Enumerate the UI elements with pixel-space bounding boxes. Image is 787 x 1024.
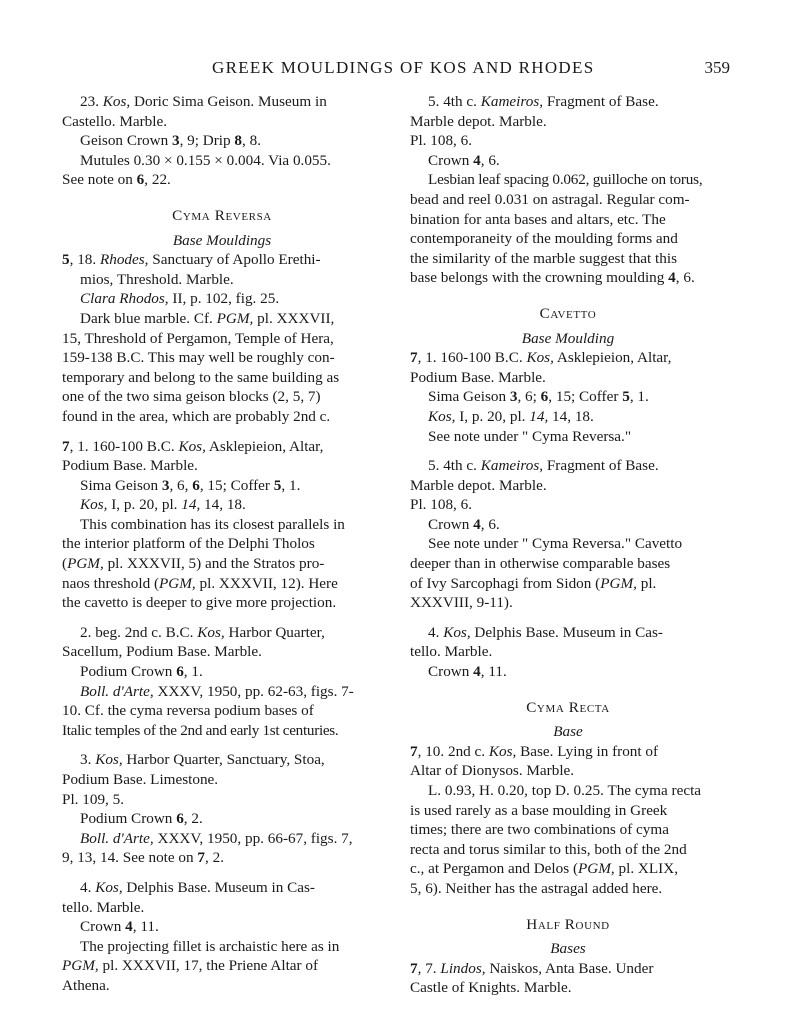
text-line: Rhodes, — [99, 251, 149, 269]
text-line: 7 — [410, 349, 418, 367]
text-line: 15, Threshold of Pergamon, Temple of Hera, — [62, 329, 334, 347]
text-line: of Ivy Sarcophagi from Sidon ( — [410, 574, 601, 592]
text-line: Kos, — [526, 349, 554, 367]
text-line: XXXVIII, 9-11). — [410, 594, 513, 612]
text-line: 3 — [509, 388, 518, 406]
entry-6-23 — [62, 92, 382, 190]
text-line: 5. 4th c. — [428, 457, 477, 475]
text-line: 6 — [176, 663, 184, 681]
text-line: , 6. — [480, 515, 500, 533]
text-line: 6 — [176, 810, 184, 828]
text-line: 7 — [197, 849, 205, 867]
text-line: See note on — [62, 171, 133, 189]
text-line: 8 — [234, 132, 242, 150]
text-line: See note under " Cyma Reversa." Cavetto — [428, 535, 683, 553]
text-line: , 15; Coffer — [199, 476, 270, 494]
text-line: 14, — [529, 407, 549, 425]
text-line: , 6, — [169, 476, 189, 494]
section-heading: Cyma Reversa — [172, 206, 272, 224]
text-line: 7 — [410, 959, 418, 977]
text-line: 4. — [80, 878, 92, 896]
text-line: temporary and belong to the same building as — [62, 368, 340, 386]
text-line: one of the two sima geison blocks (2, 5, 7) — [62, 388, 321, 406]
text-line: 4 — [473, 151, 481, 169]
text-line: bead and reel 0.031 on astragal. Regular com- — [410, 190, 690, 208]
text-line: , 22. — [144, 171, 171, 189]
subsection-heading — [410, 329, 726, 349]
text-line: 7 — [410, 742, 418, 760]
text-line: 6 — [540, 388, 549, 406]
text-line: Pl. 109, 5. — [62, 790, 125, 808]
text-line: 6 — [192, 476, 200, 494]
text-line: Athena. — [62, 976, 110, 994]
entry-cyma-recta-7-10 — [410, 742, 726, 899]
text-line: This combination has its closest parallels in — [80, 515, 345, 533]
entry-cavetto-5 — [410, 456, 726, 613]
text-line: 5. 4th c. — [428, 93, 477, 110]
text-line: Podium Base. Marble. — [410, 368, 546, 386]
text-line: naos threshold ( — [62, 574, 160, 592]
entry-5-cyma-reversa — [410, 92, 726, 288]
text-line: the cavetto is deeper to give more projection. — [62, 594, 337, 612]
text-line: Boll. d'Arte, — [80, 682, 154, 700]
text-line: PGM, — [600, 574, 637, 592]
text-line: Fragment of Base. — [546, 457, 659, 475]
text-line: Dark blue marble. Cf. — [80, 309, 213, 327]
text-line: Kos, — [80, 496, 108, 514]
text-line: Base — [553, 723, 583, 741]
text-line: Mutules 0.30 × 0.155 × 0.004. Via 0.055. — [80, 151, 331, 169]
text-line: Altar of Dionysos. Marble. — [410, 762, 575, 780]
page-number: 359 — [704, 58, 730, 77]
text-line: The projecting fillet is archaistic here as in — [80, 937, 340, 955]
text-line: Pl. 108, 6. — [410, 496, 473, 514]
entry-7-1 — [62, 437, 382, 613]
text-line: pl. XLIX, — [618, 860, 678, 878]
entry-3 — [62, 750, 382, 868]
text-line: Marble depot. Marble. — [410, 476, 547, 494]
text-line: PGM, — [578, 860, 615, 878]
text-line: , 1. — [183, 663, 203, 681]
entry-5-18 — [62, 250, 382, 426]
subsection-heading — [410, 939, 726, 959]
text-line: PGM, — [216, 309, 254, 327]
text-line: Crown — [80, 918, 122, 936]
text-line: , 6; — [517, 388, 537, 406]
text-line: PGM, — [67, 555, 104, 573]
running-title: GREEK MOULDINGS OF KOS AND RHODES — [212, 58, 595, 77]
text-line: , 1. 160-100 B.C. — [69, 437, 175, 455]
text-line: Crown — [428, 515, 470, 533]
text-line: II, p. 102, fig. 25. — [172, 290, 280, 308]
subsection-heading — [62, 231, 382, 251]
text-line: Castle of Knights. Marble. — [410, 979, 572, 997]
text-line: 5, 6). Neither has the astragal added here. — [410, 879, 663, 897]
text-line: Base. Lying in front of — [520, 742, 659, 760]
text-line: Italic temples of the 2nd and early 1st centuries. — [62, 721, 339, 739]
text-line: Delphis Base. Museum in Cas- — [126, 878, 315, 896]
text-line: Base Moulding — [521, 329, 615, 347]
text-line: 2. beg. 2nd c. B.C. — [80, 623, 194, 641]
text-line: Lindos, — [440, 959, 486, 977]
text-line: , 11. — [480, 663, 507, 681]
text-line: XXXV, 1950, pp. 66-67, figs. 7, — [157, 829, 353, 847]
text-line: Kos, — [95, 878, 123, 896]
text-line: , 1. 160-100 B.C. — [417, 349, 523, 367]
text-line: Podium Base. Marble. — [62, 457, 198, 475]
text-line: , 10. 2nd c. — [417, 742, 486, 760]
text-line: 7 — [62, 437, 70, 455]
text-line: , 15; Coffer — [548, 388, 619, 406]
text-line: Kos, — [102, 93, 131, 110]
text-line: tello. Marble. — [410, 643, 493, 661]
text-line: the interior platform of the Delphi Tholos — [62, 535, 315, 553]
text-line: Asklepieion, Altar, — [556, 349, 672, 367]
text-line: 5 — [62, 251, 70, 269]
text-line: , 6. — [675, 269, 695, 287]
text-line: Bases — [550, 940, 586, 958]
text-line: times; there are two combinations of cyma — [410, 821, 669, 839]
text-line: Sima Geison — [428, 388, 507, 406]
text-line: recta and torus similar to this, both of the 2nd — [410, 840, 687, 858]
text-line: L. 0.93, H. 0.20, top D. 0.25. The cyma recta — [428, 782, 702, 799]
text-line: pl. XXXVII, 17, the Priene Altar of — [102, 957, 319, 975]
section-heading: Cavetto — [539, 304, 597, 322]
text-line: , 2. — [183, 810, 203, 828]
subsection-heading — [410, 722, 726, 742]
entry-2 — [62, 623, 382, 741]
text-line: 5 — [273, 476, 282, 494]
text-line: deeper than in otherwise comparable bases — [410, 555, 671, 573]
text-line: pl. XXXVII, 5) and the Stratos pro- — [107, 555, 325, 573]
text-line: the similarity of the marble suggest that this — [410, 249, 677, 267]
entry-cavetto-4 — [410, 623, 726, 682]
text-line: 4 — [125, 918, 133, 936]
text-line: , 1. — [281, 476, 301, 494]
text-line: PGM, — [62, 957, 99, 975]
text-line: Asklepieion, Altar, — [208, 437, 324, 455]
entry-cavetto-7-1 — [410, 348, 726, 446]
text-line: 4 — [473, 663, 481, 681]
section-heading: Cyma Recta — [526, 698, 610, 716]
text-line: , 7. — [417, 959, 437, 977]
text-line: Kos, — [488, 742, 517, 760]
text-line: Boll. d'Arte, — [80, 829, 154, 847]
text-line: , 8. — [242, 132, 261, 150]
text-line: tello. Marble. — [62, 898, 145, 916]
entry-half-round-7-7 — [410, 959, 726, 998]
text-line: 4 — [473, 515, 481, 533]
text-line: is used rarely as a base moulding in Greek — [410, 801, 668, 819]
text-line: Crown — [428, 663, 470, 681]
text-line: Geison Crown — [80, 132, 169, 150]
text-line: Lesbian leaf spacing 0.062, guilloche on torus, — [428, 171, 703, 189]
text-line: 4 — [668, 269, 676, 287]
text-line: Crown — [428, 151, 470, 169]
text-line: , 2. — [205, 849, 224, 867]
text-line: Clara Rhodos, — [80, 290, 169, 308]
text-line: 3. — [80, 751, 92, 769]
text-line: Naiskos, Anta Base. Under — [489, 959, 654, 977]
text-line: Sacellum, Podium Base. Marble. — [62, 643, 262, 661]
text-line: Kameiros, — [480, 457, 544, 475]
text-line: Kos, — [95, 751, 123, 769]
text-line: Doric Sima Geison. Museum in — [134, 93, 327, 110]
text-line: , 1. — [629, 388, 649, 406]
text-line: c., at Pergamon and Delos ( — [410, 860, 579, 878]
text-line: Sanctuary of Apollo Erethi- — [152, 251, 321, 269]
text-line: , 9; Drip — [179, 132, 231, 150]
text-line: 4. — [428, 623, 440, 641]
text-line: Base Mouldings — [172, 231, 272, 249]
text-line: Kos, — [197, 623, 225, 641]
text-line: , 18. — [69, 251, 97, 269]
text-line: I, p. 20, pl. — [459, 407, 526, 425]
text-line: Fragment of Base. — [546, 93, 659, 110]
text-line: 14, — [181, 496, 201, 514]
text-line: 10. Cf. the cyma reversa podium bases of — [62, 702, 314, 720]
text-line: bination for anta bases and altars, etc. The — [410, 210, 666, 228]
text-line: Podium Crown — [80, 663, 173, 681]
text-line: mios, Threshold. Marble. — [80, 270, 234, 288]
entry-4 — [62, 878, 382, 996]
text-line: Kameiros, — [480, 93, 544, 110]
text-line: pl. XXXVII, — [257, 309, 335, 327]
text-line: PGM, — [159, 574, 196, 592]
text-line: Kos, — [428, 407, 456, 425]
text-line: 14, 18. — [552, 407, 594, 425]
text-line: Marble depot. Marble. — [410, 112, 547, 130]
text-line: I, p. 20, pl. — [111, 496, 178, 514]
right-column — [410, 92, 726, 998]
text-line: pl. XXXVII, 12). Here — [199, 574, 338, 592]
text-line: Harbor Quarter, — [228, 623, 325, 641]
text-line: found in the area, which are probably 2nd c. — [62, 407, 331, 425]
text-line: base belongs with the crowning moulding — [410, 269, 665, 287]
text-line: 6 — [136, 171, 145, 189]
text-line: pl. — [640, 574, 657, 592]
text-line: Kos, — [178, 437, 206, 455]
text-line: Sima Geison — [80, 476, 159, 494]
section-heading: Half Round — [526, 915, 610, 933]
text-line: 23. — [80, 93, 99, 110]
text-line: , 11. — [132, 918, 159, 936]
text-line: 3 — [171, 132, 180, 150]
running-header — [62, 58, 734, 82]
text-line: 9, 13, 14. See note on — [62, 849, 194, 867]
text-line: Delphis Base. Museum in Cas- — [474, 623, 663, 641]
text-line: , 6. — [480, 151, 500, 169]
text-line: Harbor Quarter, Sanctuary, Stoa, — [126, 751, 325, 769]
text-line: Podium Base. Limestone. — [62, 771, 219, 788]
text-line: contemporaneity of the moulding forms and — [410, 230, 678, 248]
text-line: 3 — [161, 476, 170, 494]
text-line: XXXV, 1950, pp. 62-63, figs. 7- — [157, 682, 354, 700]
text-line: Pl. 108, 6. — [410, 132, 473, 150]
text-line: 5 — [622, 388, 630, 406]
text-line: Castello. Marble. — [62, 112, 168, 130]
text-line: See note under " Cyma Reversa." — [428, 427, 632, 445]
left-column — [62, 92, 382, 996]
text-line: Kos, — [443, 623, 471, 641]
text-line: ( — [62, 555, 68, 573]
text-line: Podium Crown — [80, 810, 173, 828]
text-line: 159-138 B.C. This may well be roughly con- — [62, 349, 335, 367]
text-line: 14, 18. — [204, 496, 246, 514]
